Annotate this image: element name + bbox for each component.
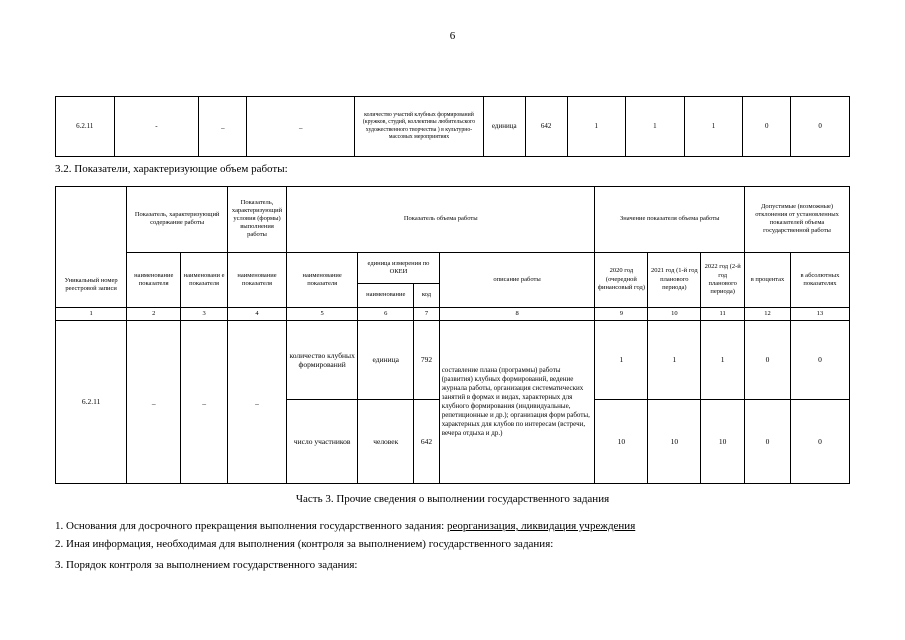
work-description-cell: составление плана (программы) работы (развития) клубных формирований, ведение журнала работы, организация систематических занятий в формах и видах, характерных для клубного формирования (индивидуальные, репетиционные и др.); организация форм работы, характерных для клубов по интересам (встречи, вечера отдыха и др.) bbox=[439, 321, 595, 484]
column-number: 1 bbox=[56, 307, 127, 320]
column-number: 6 bbox=[358, 307, 414, 320]
basis-label: 1. Основания для досрочного прекращения выполнения государственного задания: bbox=[55, 520, 447, 532]
unit-cell: единица bbox=[483, 97, 525, 157]
column-number: 5 bbox=[287, 307, 358, 320]
control-procedure-line: 3. Порядок контроля за выполнением государственного задания: bbox=[55, 559, 358, 571]
indicator-name-cell: количество участий клубных формирований (кружков, студий, коллективы любительского художественного творчества ) в культурно-массовых мероприятиях bbox=[355, 97, 484, 157]
column-number: 12 bbox=[745, 307, 791, 320]
indicator-name-header: наименование показателя bbox=[287, 252, 358, 307]
basis-line bbox=[55, 520, 635, 532]
okei-code-header: код bbox=[414, 284, 439, 308]
code-cell: 642 bbox=[525, 97, 567, 157]
indicator-name-cell: число участников bbox=[287, 399, 358, 483]
value-2021-cell: 10 bbox=[648, 399, 701, 483]
value-2022-cell: 10 bbox=[701, 399, 745, 483]
deviations-header: Допустимые (возможные) отклонения от установленных показателей объема государственной работы bbox=[745, 187, 850, 253]
table-cell: 1 bbox=[626, 97, 685, 157]
section-title: 3.2. Показатели, характеризующие объем работы: bbox=[55, 163, 288, 175]
column-number: 13 bbox=[790, 307, 849, 320]
code-cell: 642 bbox=[414, 399, 439, 483]
column-number: 3 bbox=[181, 307, 228, 320]
column-number: 8 bbox=[439, 307, 595, 320]
absolute-cell: 0 bbox=[790, 321, 849, 400]
unit-cell: единица bbox=[358, 321, 414, 400]
unit-cell: человек bbox=[358, 399, 414, 483]
table-cell: 1 bbox=[684, 97, 743, 157]
column-number: 10 bbox=[648, 307, 701, 320]
year-2020-header: 2020 год (очередной финансовый год) bbox=[595, 252, 648, 307]
code-cell: 792 bbox=[414, 321, 439, 400]
okei-unit-header: единица измерения по ОКЕИ bbox=[358, 252, 439, 284]
top-row-table bbox=[55, 96, 850, 157]
indicator-name-header: наименование показателя bbox=[228, 252, 287, 307]
percent-header: в процентах bbox=[745, 252, 791, 307]
table-cell: _ bbox=[247, 97, 355, 157]
table-cell: _ bbox=[181, 321, 228, 484]
table-cell: 0 bbox=[743, 97, 791, 157]
year-2021-header: 2021 год (1-й год планового периода) bbox=[648, 252, 701, 307]
year-2022-header: 2022 год (2-й год планового периода) bbox=[701, 252, 745, 307]
column-number: 2 bbox=[127, 307, 181, 320]
table-row bbox=[56, 97, 850, 157]
table-header-row bbox=[56, 252, 850, 284]
absolute-cell: 0 bbox=[790, 399, 849, 483]
table-cell: 1 bbox=[567, 97, 626, 157]
value-2020-cell: 10 bbox=[595, 399, 648, 483]
table-cell: _ bbox=[127, 321, 181, 484]
okei-name-header: наименование bbox=[358, 284, 414, 308]
part3-title: Часть 3. Прочие сведения о выполнении государственного задания bbox=[295, 493, 610, 505]
unique-number-header: Уникальный номер реестровой записи bbox=[56, 187, 127, 308]
table-cell: 0 bbox=[791, 97, 850, 157]
indicator-name-cell: количество клубных формирований bbox=[287, 321, 358, 400]
table-cell: - bbox=[114, 97, 199, 157]
percent-cell: 0 bbox=[745, 399, 791, 483]
basis-value: реорганизация, ликвидация учреждения bbox=[446, 520, 636, 532]
table-cell: _ bbox=[228, 321, 287, 484]
registry-number-cell: 6.2.11 bbox=[56, 97, 115, 157]
absolute-header: в абсолютных показателях bbox=[790, 252, 849, 307]
volume-indicators-table bbox=[55, 186, 850, 484]
indicator-name-header: наименовани е показателя bbox=[181, 252, 228, 307]
column-number: 9 bbox=[595, 307, 648, 320]
content-indicator-header: Показатель, характеризующий содержание работы bbox=[127, 187, 228, 253]
value-2022-cell: 1 bbox=[701, 321, 745, 400]
column-number: 11 bbox=[701, 307, 745, 320]
indicator-name-header: наименование показателя bbox=[127, 252, 181, 307]
other-info-line: 2. Иная информация, необходимая для выполнения (контроля за выполнением) государственного задания: bbox=[55, 538, 554, 550]
volume-indicator-header: Показатель объема работы bbox=[287, 187, 595, 253]
value-2021-cell: 1 bbox=[648, 321, 701, 400]
table-header-row bbox=[56, 187, 850, 253]
value-2020-cell: 1 bbox=[595, 321, 648, 400]
table-cell: _ bbox=[199, 97, 247, 157]
conditions-indicator-header: Показатель, характеризующий условия (формы) выполнения работы bbox=[228, 187, 287, 253]
column-number: 7 bbox=[414, 307, 439, 320]
table-row bbox=[56, 321, 850, 400]
work-description-header: описание работы bbox=[439, 252, 595, 307]
registry-number-cell: 6.2.11 bbox=[56, 321, 127, 484]
column-number: 4 bbox=[228, 307, 287, 320]
volume-value-header: Значение показателя объема работы bbox=[595, 187, 745, 253]
page-number: 6 bbox=[449, 30, 456, 42]
column-numbers-row bbox=[56, 307, 850, 320]
percent-cell: 0 bbox=[745, 321, 791, 400]
